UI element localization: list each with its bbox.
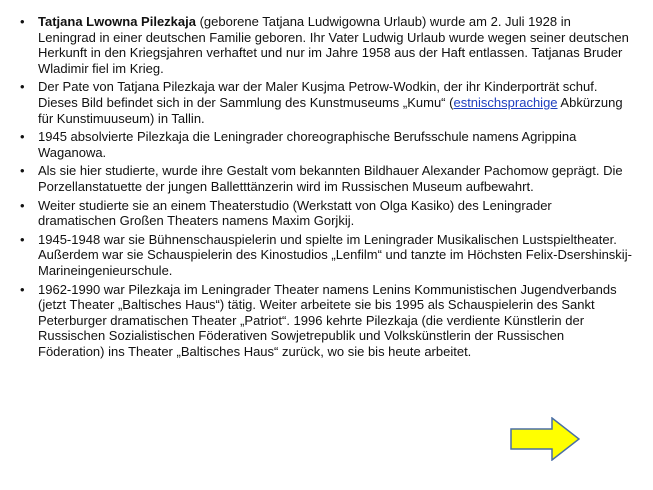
estnischsprachige-link[interactable]: estnischsprachige xyxy=(453,94,558,110)
bullet-item xyxy=(20,163,632,194)
next-arrow-shape[interactable] xyxy=(511,418,579,460)
bullet-text: 1945-1948 war sie Bühnenschauspielerin und spielte im Leningrader Musikalischen Lustspieltheater. Außerdem war sie Schauspielerin des Kinostudios „Lenfilm“ und tanzte im Höchsten Felix-Dsershinskij-Marineingenieurschule. xyxy=(38,231,632,278)
person-name: Tatjana Lwowna Pilezkaja xyxy=(38,14,196,29)
right-arrow-icon[interactable] xyxy=(510,417,580,461)
bullet-text: 1962-1990 war Pilezkaja im Leningrader Theater namens Lenins Kommunistischen Jugendverbands (jetzt Theater „Baltisches Haus“) tätig. Weiter arbeitete sie bis 1995 als Schauspielerin des Sankt Peterburger dramatischen Theater „Patriot“. 1996 kehrte Pilezkaja (die verdiente Künstlerin der Russischen Sozialistischen Föderativen Sowjetrepublik und Volkskünstlerin der Russischen Föderation) ins Theater „Baltisches Haus“ zurück, wo sie bis heute arbeitet. xyxy=(38,281,617,359)
bullet-item xyxy=(20,198,632,229)
bullet-item xyxy=(20,14,632,76)
bullet-item xyxy=(20,232,632,279)
bullet-text: Als sie hier studierte, wurde ihre Gestalt vom bekannten Bildhauer Alexander Pachomow geprägt. Die Porzellanstatuette der jungen Balletttänzerin wird im Russischen Museum aufbewahrt. xyxy=(38,163,623,194)
bullet-list xyxy=(20,14,632,362)
bullet-text: (geborene Tatjana Ludwigowna Urlaub) wurde am 2. Juli 1928 in Leningrad in einer deutschen Familie geboren. Ihr Vater Ludwig Urlaub wurde wegen seiner deutschen Herkunft in den Kriegsjahren verhaftet und nur im Jahre 1958 aus der Haft entlassen. Tatjanas Bruder Wladimir fiel im Krieg. xyxy=(38,14,629,76)
bullet-item xyxy=(20,129,632,160)
bullet-text: Abkürzung für Kunstimuuseum) in Tallin. xyxy=(38,94,623,126)
bullet-text: Weiter studierte sie an einem Theaterstudio (Werkstatt von Olga Kasiko) des Leningrader dramatischen Großen Theaters namens Maxim Gorjkij. xyxy=(38,197,552,229)
bullet-text: Der Pate von Tatjana Pilezkaja war der Maler Kusjma Petrow-Wodkin, der ihr Kinderporträt schuf. Dieses Bild befindet sich in der Sammlung des Kunstmuseums „Kumu“ ( xyxy=(38,79,598,110)
bullet-text: 1945 absolvierte Pilezkaja die Leningrader choreographische Berufsschule namens Agrippina Waganowa. xyxy=(38,129,577,160)
bullet-item xyxy=(20,282,632,360)
bullet-item xyxy=(20,79,632,126)
